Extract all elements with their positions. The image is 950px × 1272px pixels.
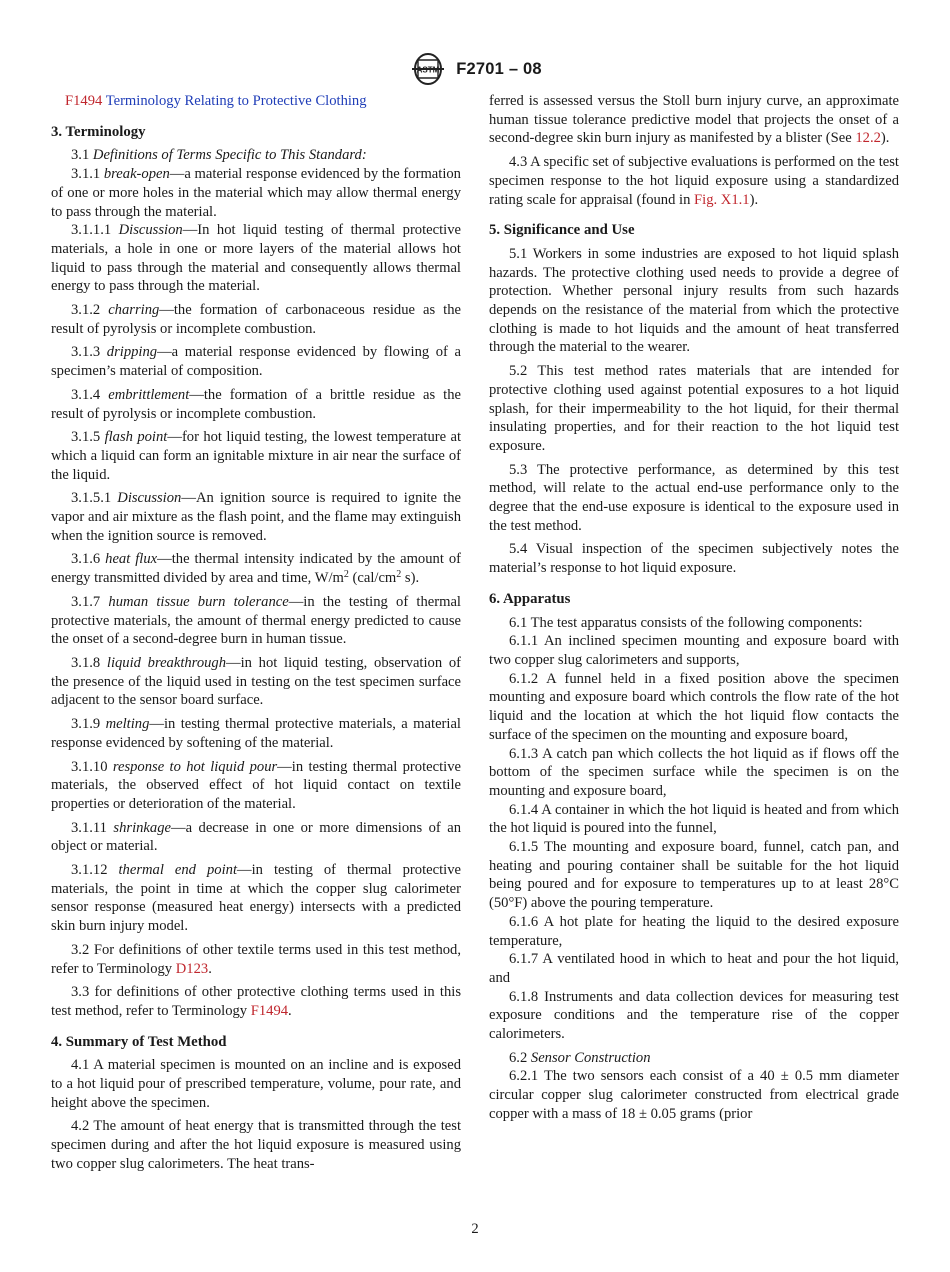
para-4-3: 4.3 A specific set of subjective evaluations is performed on the test specimen response to the hot liquid exposure using a standardized rating scale for appraisal (found in Fig. X1.1). (489, 154, 899, 208)
para-3-2: 3.2 For definitions of other textile terms used in this test method, refer to Terminology D123. (51, 941, 461, 977)
para-4-2: 4.2 The amount of heat energy that is transmitted through the test specimen during and after the hot liquid exposure is measured using two copper slug calorimeters. The heat trans- (51, 1118, 461, 1172)
para-6-2-1: 6.2.1 The two sensors each consist of a 40 ± 0.5 mm diameter circular copper slug calorimeter constructed from electrical grade copper with a mass of 18 ± 0.05 grams (prior (489, 1068, 899, 1122)
document-code: F2701 – 08 (456, 59, 542, 78)
ref-d123-link[interactable]: D123 (175, 960, 209, 977)
para-3-1-11: 3.1.11 shrinkage—a decrease in one or more dimensions of an object or material. (51, 819, 461, 855)
para-5-4: 5.4 Visual inspection of the specimen subjectively notes the material’s response to hot liquid exposure. (489, 541, 899, 577)
astm-logo-icon (408, 52, 448, 86)
right-column (489, 92, 899, 1129)
para-6-2: 6.2 Sensor Construction (509, 1049, 651, 1066)
para-5-2: 5.2 This test method rates materials that are intended for protective clothing used against potential exposures to a hot liquid splash, for their impermeability to the hot liquid, for their thermal insulating properties, and for their reaction to the hot liquid test exposure. (489, 363, 899, 454)
reference-line (65, 92, 461, 111)
para-3-1-5: 3.1.5 flash point—for hot liquid testing, the lowest temperature at which a liquid can form an ignitable mixture in air near the surface of the liquid. (51, 429, 462, 483)
para-6-1-1: 6.1.1 An inclined specimen mounting and exposure board with two copper slug calorimeters and supports, (489, 633, 899, 668)
para-3-1-3: 3.1.3 dripping—a material response evidenced by flowing of a specimen’s material of composition. (51, 344, 461, 380)
para-3-1-8: 3.1.8 liquid breakthrough—in hot liquid testing, observation of the presence of the liquid used in testing on the test specimen surface adjacent to the sensor board surface. (51, 654, 461, 709)
astm-logo-text: ASTM (416, 65, 440, 75)
ref-12-2-link[interactable]: 12.2 (855, 130, 881, 147)
para-5-1: 5.1 Workers in some industries are exposed to hot liquid splash hazards. The protective clothing used needs to provide a degree of protection. Whether personal injury results from such hazards depends on the resistance of the material from which the protective clothing is made to hot liquids and the amount of heat transferred through the material to the wearer. (489, 245, 899, 356)
para-3-1-4: 3.1.4 embrittlement—the formation of a brittle residue as the result of pyrolysis or incomplete combustion. (51, 386, 462, 422)
para-3-3: 3.3 for definitions of other protective clothing terms used in this test method, refer to Terminology F1494. (51, 984, 461, 1019)
section-4-heading: 4. Summary of Test Method (51, 1033, 227, 1050)
para-6-1-7: 6.1.7 A ventilated hood in which to heat and pour the hot liquid, and (489, 951, 899, 986)
left-column (51, 92, 461, 1179)
para-3-1-10: 3.1.10 response to hot liquid pour—in testing thermal protective materials, the observed effect of hot liquid contact on textile properties or deterioration of the material. (51, 758, 461, 812)
para-6-1-5: 6.1.5 The mounting and exposure board, funnel, catch pan, and heating and pouring container shall be suitable for the hot liquid being poured and for exposure to temperatures up to at least 28°C (50°F) above the pouring temperature. (489, 839, 899, 912)
para-3-1-9: 3.1.9 melting—in testing thermal protective materials, a material response evidenced by softening of the material. (51, 716, 461, 751)
page-number: 2 (471, 1221, 479, 1237)
para-6-1-4: 6.1.4 A container in which the hot liquid is heated and from which the hot liquid is poured into the funnel, (489, 801, 899, 837)
para-6-1-6: 6.1.6 A hot plate for heating the liquid to the desired exposure temperature, (489, 913, 899, 949)
para-6-1-8: 6.1.8 Instruments and data collection devices for measuring test exposure conditions and the temperature rise of the copper calorimeters. (489, 988, 899, 1043)
para-6-1: 6.1 The test apparatus consists of the following components: (509, 614, 863, 631)
section-5-heading: 5. Significance and Use (489, 222, 635, 239)
para-3-1-5-1: 3.1.5.1 Discussion—An ignition source is required to ignite the vapor and air mixture as the flash point, and the flame may extinguish when the ignition source is removed. (51, 490, 461, 544)
para-3-1-7: 3.1.7 human tissue burn tolerance—in the testing of thermal protective materials, the amount of thermal energy predicted to cause the onset of a second-degree burn in human tissue. (51, 593, 461, 648)
ref-fig-x1-1-link[interactable]: Fig. X1.1 (694, 191, 750, 208)
para-4-1: 4.1 A material specimen is mounted on an incline and is exposed to a hot liquid pour of prescribed temperature, volume, pour rate, and height above the specimen. (51, 1057, 461, 1111)
ref-f1494-title[interactable]: Terminology Relating to Protective Clothing (105, 93, 367, 109)
para-3-1-6: 3.1.6 heat flux—the thermal intensity indicated by the amount of energy transmitted divided by area and time, $W/m^2$ ($cal/cm^2$ s). (51, 551, 461, 587)
para-3-1-2: 3.1.2 charring—the formation of carbonaceous residue as the result of pyrolysis or incomplete combustion. (51, 302, 461, 337)
para-3-1: 3.1 Definitions of Terms Specific to This Standard: (71, 147, 367, 164)
section-3-heading: 3. Terminology (51, 123, 146, 140)
para-3-1-12: 3.1.12 thermal end point—in testing of thermal protective materials, the point in time at which the copper slug calorimeter sensor response (measured heat energy) intersects with a predicted skin burn injury model. (51, 862, 461, 935)
para-5-3: 5.3 The protective performance, as determined by this test method, will relate to the actual end-use performance only to the degree that the end-use exposure is identical to the exposure used in the test method. (489, 461, 899, 534)
ref-f1494-link[interactable]: F1494 (65, 93, 103, 109)
para-4-2-continued: ferred is assessed versus the Stoll burn injury curve, an approximate human tissue tolerance predictive model that projects the onset of a second-degree skin burn injury as manifested by a blister (See 12.2). (489, 93, 899, 147)
section-6-heading: 6. Apparatus (489, 590, 571, 607)
para-6-1-3: 6.1.3 A catch pan which collects the hot liquid as if flows off the bottom of the specimen surface while the specimen is on the mounting and exposure board, (489, 745, 899, 799)
ref-f1494-link-2[interactable]: F1494 (250, 1002, 289, 1019)
para-6-1-2: 6.1.2 A funnel held in a fixed position above the specimen mounting and exposure board which controls the flow rate of the hot liquid and the location at which the hot liquid flow contacts the surface of the specimen on the mounting and exposure board, (489, 670, 899, 743)
para-3-1-1-1: 3.1.1.1 Discussion—In hot liquid testing of thermal protective materials, a hole in one or more layers of the material allows hot liquid to pass through the material and consequently allows thermal energy to pass through the material. (51, 222, 461, 295)
page-header (0, 52, 950, 86)
para-3-1-1: 3.1.1 break-open—a material response evidenced by the formation of one or more holes in the material which may allow thermal energy to pass through the material. (51, 166, 461, 220)
